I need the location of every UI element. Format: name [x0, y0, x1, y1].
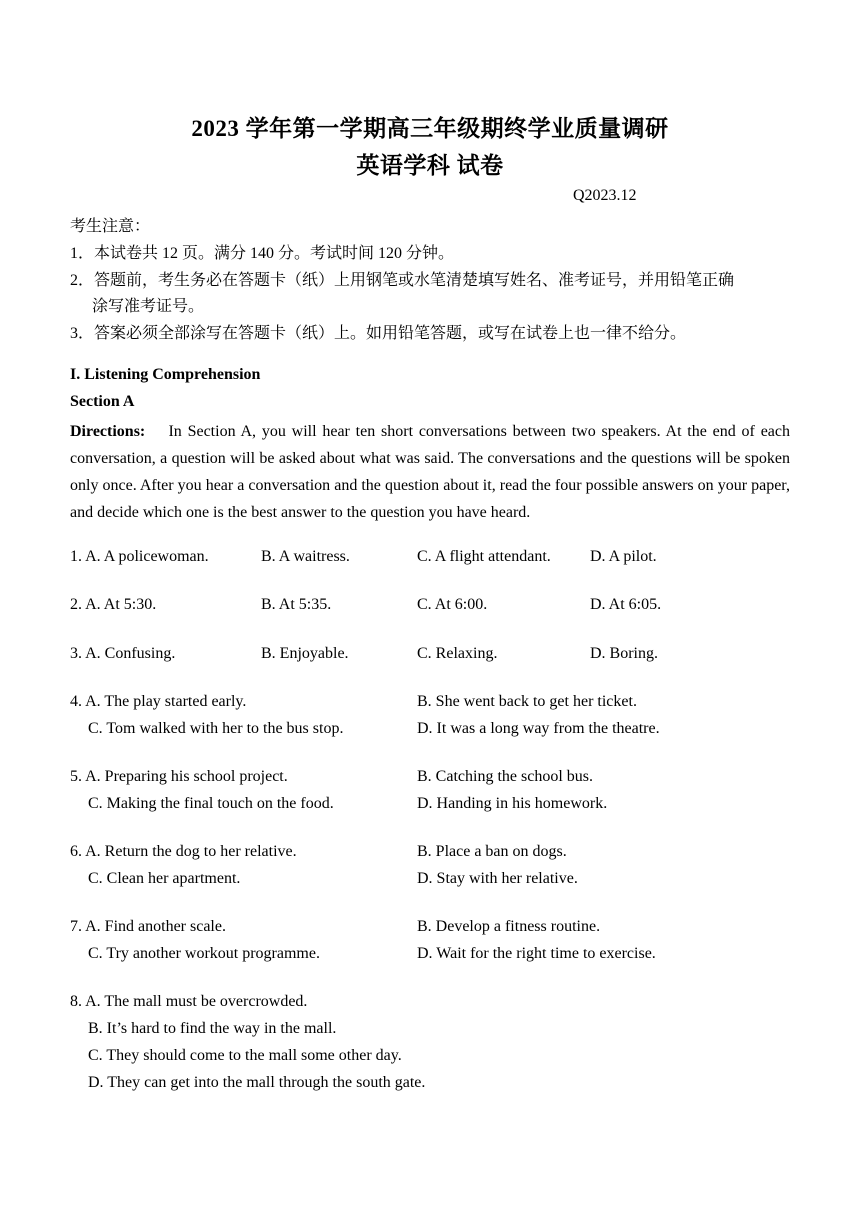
- q5-option-d: D. Handing in his homework.: [417, 795, 608, 812]
- directions-text: In Section A, you will hear ten short conversations between two speakers. At the end of each conversation, a question will be asked about what was said. The conversations and the questions will be spoken only once. After you hear a conversation and the question about it, read the four possible answers on your paper, and decide which one is the best answer to the question you have heard.: [70, 423, 790, 521]
- q4-option-a: 4. A. The play started early.: [70, 693, 247, 710]
- q1-option-c: C. A flight attendant.: [417, 548, 551, 565]
- q7-option-b: B. Develop a fitness routine.: [417, 918, 601, 935]
- q4-option-b: B. She went back to get her ticket.: [417, 693, 637, 710]
- notice-item-3: 3．答案必须全部涂写在答题卡（纸）上。如用铅笔答题，或写在试卷上也一律不给分。: [70, 325, 687, 342]
- q6-option-c: C. Clean her apartment.: [88, 870, 241, 887]
- section-title: Section A: [70, 393, 135, 410]
- q8-option-c: C. They should come to the mall some other day.: [88, 1047, 402, 1064]
- q3-option-c: C. Relaxing.: [417, 645, 498, 662]
- q8-option-b: B. It’s hard to find the way in the mall.: [88, 1020, 337, 1037]
- q2-option-a: 2. A. At 5:30.: [70, 596, 157, 613]
- directions-label: Directions:: [70, 423, 146, 440]
- q4-option-c: C. Tom walked with her to the bus stop.: [88, 720, 344, 737]
- q1-option-b: B. A waitress.: [261, 548, 350, 565]
- exam-code: Q2023.12: [573, 187, 637, 204]
- q2-option-b: B. At 5:35.: [261, 596, 332, 613]
- q2-option-c: C. At 6:00.: [417, 596, 488, 613]
- q5-option-a: 5. A. Preparing his school project.: [70, 768, 288, 785]
- notice-heading: 考生注意：: [70, 218, 151, 235]
- part-title: I. Listening Comprehension: [70, 366, 261, 383]
- q2-option-d: D. At 6:05.: [590, 596, 662, 613]
- q7-option-c: C. Try another workout programme.: [88, 945, 320, 962]
- q1-option-d: D. A pilot.: [590, 548, 657, 565]
- q3-option-d: D. Boring.: [590, 645, 658, 662]
- q4-option-d: D. It was a long way from the theatre.: [417, 720, 660, 737]
- q6-option-a: 6. A. Return the dog to her relative.: [70, 843, 297, 860]
- notice-item-2: 2．答题前，考生务必在答题卡（纸）上用钢笔或水笔清楚填写姓名、准考证号，并用铅笔正确: [70, 272, 735, 289]
- q8-option-a: 8. A. The mall must be overcrowded.: [70, 993, 308, 1010]
- q3-option-b: B. Enjoyable.: [261, 645, 349, 662]
- exam-subtitle: 英语学科 试卷: [356, 153, 504, 178]
- q6-option-b: B. Place a ban on dogs.: [417, 843, 567, 860]
- notice-item-2-continued: 涂写准考证号。: [92, 298, 205, 315]
- q5-option-b: B. Catching the school bus.: [417, 768, 593, 785]
- q6-option-d: D. Stay with her relative.: [417, 870, 578, 887]
- directions-paragraph: [70, 418, 790, 526]
- q3-option-a: 3. A. Confusing.: [70, 645, 176, 662]
- q1-option-a: 1. A. A policewoman.: [70, 548, 209, 565]
- q8-option-d: D. They can get into the mall through the south gate.: [88, 1074, 426, 1091]
- q5-option-c: C. Making the final touch on the food.: [88, 795, 334, 812]
- notice-item-1: 1．本试卷共 12 页。满分 140 分。考试时间 120 分钟。: [70, 245, 455, 262]
- q7-option-a: 7. A. Find another scale.: [70, 918, 226, 935]
- exam-title: 2023 学年第一学期高三年级期终学业质量调研: [191, 116, 669, 141]
- q7-option-d: D. Wait for the right time to exercise.: [417, 945, 656, 962]
